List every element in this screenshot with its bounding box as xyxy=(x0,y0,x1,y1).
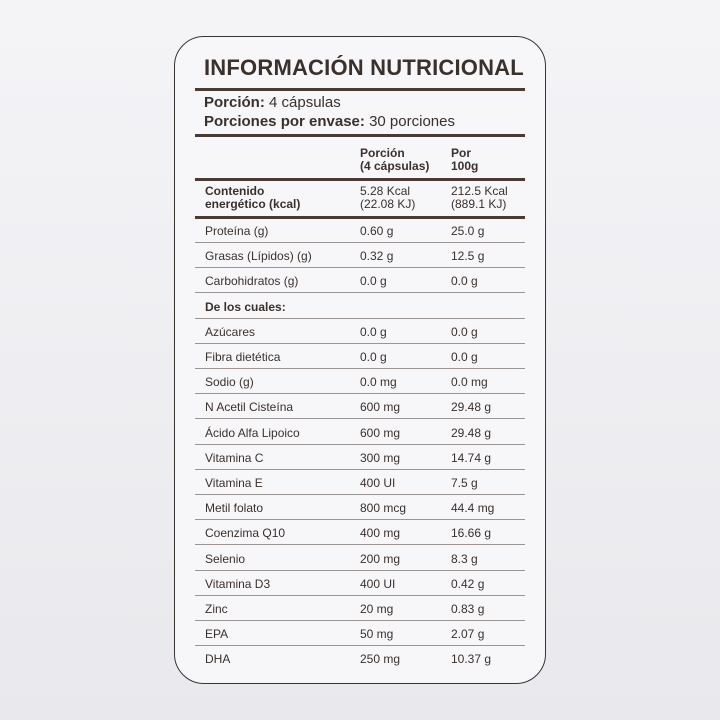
nutrient-name: Selenio xyxy=(205,551,246,566)
nutrient-portion-value: 400 UI xyxy=(360,576,396,591)
table-row xyxy=(195,319,525,344)
nutrient-name: Vitamina E xyxy=(205,476,263,490)
table-row xyxy=(195,243,525,268)
nutrient-portion-value: 250 mg xyxy=(360,652,401,667)
nutrient-per100-value: 10.37 g xyxy=(451,652,492,667)
title-divider xyxy=(195,88,525,91)
servings-per-container xyxy=(204,113,455,130)
column-header-portion xyxy=(360,147,429,173)
nutrition-facts-panel xyxy=(174,36,546,684)
table-row xyxy=(195,495,525,520)
nutrient-name: Proteína (g) xyxy=(205,224,269,238)
table-row xyxy=(195,394,525,419)
nutrient-name: Ácido Alfa Lipoico xyxy=(205,425,300,440)
serving-size-label: Porción: xyxy=(204,94,265,111)
nutrient-name: Sodio (g) xyxy=(205,375,254,390)
energy-row xyxy=(195,183,525,216)
nutrient-name: Carbohidratos (g) xyxy=(205,274,299,289)
table-row xyxy=(195,646,525,671)
energy-label xyxy=(205,185,325,211)
serving-size xyxy=(204,94,341,111)
table-row xyxy=(195,445,525,470)
nutrient-per100-value: 29.48 g xyxy=(451,425,492,440)
table-row xyxy=(195,596,525,621)
nutrient-portion-value: 0.0 mg xyxy=(360,375,397,390)
column-header-portion-line2: (4 cápsulas) xyxy=(360,159,430,173)
energy-label-line1: Contenido xyxy=(205,184,265,198)
nutrient-name: Coenzima Q10 xyxy=(205,526,286,541)
nutrient-per100-value: 14.74 g xyxy=(451,450,492,465)
nutrient-per100-value: 25.0 g xyxy=(451,224,485,238)
nutrient-portion-value: 0.0 g xyxy=(360,350,387,364)
table-row xyxy=(195,294,525,319)
servings-per-container-value: 30 porciones xyxy=(369,113,455,130)
table-row xyxy=(195,470,525,495)
nutrient-per100-value: 0.0 g xyxy=(451,274,478,289)
nutrient-portion-value: 0.0 g xyxy=(360,274,387,289)
nutrient-portion-value: 600 mg xyxy=(360,425,401,440)
nutrient-per100-value: 8.3 g xyxy=(451,551,478,566)
nutrient-portion-value: 0.60 g xyxy=(360,224,394,238)
nutrient-name: N Acetil Cisteína xyxy=(205,400,294,415)
nutrient-per100-value: 44.4 mg xyxy=(451,501,495,516)
nutrient-per100-value: 0.0 g xyxy=(451,324,478,339)
nutrient-per100-value: 0.0 mg xyxy=(451,375,488,390)
table-row xyxy=(195,621,525,646)
nutrient-name: Azúcares xyxy=(205,324,256,339)
nutrient-name: Zinc xyxy=(205,602,228,616)
nutrient-name: Vitamina C xyxy=(205,450,264,465)
nutrient-per100-value: 16.66 g xyxy=(451,526,492,541)
nutrient-name: Grasas (Lípidos) (g) xyxy=(205,249,312,264)
panel-title: INFORMACIÓN NUTRICIONAL xyxy=(204,55,524,80)
nutrient-name: EPA xyxy=(205,627,229,642)
nutrient-portion-value: 300 mg xyxy=(360,450,401,465)
nutrient-per100-value: 7.5 g xyxy=(451,476,478,490)
header-divider xyxy=(195,178,525,181)
energy-portion-kcal: 5.28 Kcal xyxy=(360,184,411,198)
energy-per100-kcal: 212.5 Kcal xyxy=(451,184,508,198)
nutrient-per100-value: 0.0 g xyxy=(451,350,478,364)
table-row xyxy=(195,420,525,445)
nutrient-name: De los cuales: xyxy=(205,299,286,314)
nutrient-name: Metil folato xyxy=(205,501,264,516)
table-row xyxy=(195,268,525,293)
energy-per100 xyxy=(451,185,508,211)
energy-label-line2: energético (kcal) xyxy=(205,197,301,211)
nutrient-portion-value: 600 mg xyxy=(360,400,401,415)
table-row xyxy=(195,546,525,571)
nutrient-per100-value: 0.83 g xyxy=(451,602,485,616)
nutrient-per100-value: 12.5 g xyxy=(451,249,485,264)
table-row xyxy=(195,571,525,596)
nutrient-portion-value: 800 mcg xyxy=(360,501,407,516)
column-header-per100 xyxy=(451,147,478,173)
column-header-per100-line1: Por xyxy=(451,146,472,160)
nutrient-per100-value: 29.48 g xyxy=(451,400,492,415)
table-row xyxy=(195,344,525,369)
energy-portion-kj: (22.08 KJ) xyxy=(360,197,416,211)
energy-portion xyxy=(360,185,415,211)
servings-per-container-label: Porciones por envase: xyxy=(204,113,365,130)
nutrient-portion-value: 200 mg xyxy=(360,551,401,566)
nutrient-name: Fibra dietética xyxy=(205,350,281,364)
nutrient-per100-value: 0.42 g xyxy=(451,576,485,591)
nutrient-portion-value: 0.0 g xyxy=(360,324,387,339)
table-row xyxy=(195,520,525,545)
energy-per100-kj: (889.1 KJ) xyxy=(451,197,507,211)
nutrient-portion-value: 50 mg xyxy=(360,627,394,642)
table-row xyxy=(195,218,525,243)
nutrient-portion-value: 20 mg xyxy=(360,602,394,616)
nutrient-portion-value: 400 mg xyxy=(360,526,401,541)
nutrient-name: DHA xyxy=(205,652,231,667)
serving-size-value: 4 cápsulas xyxy=(269,94,341,111)
column-header-portion-line1: Porción xyxy=(360,146,405,160)
nutrient-portion-value: 400 UI xyxy=(360,476,396,490)
table-row xyxy=(195,369,525,394)
column-header-per100-line2: 100g xyxy=(451,159,479,173)
nutrient-name: Vitamina D3 xyxy=(205,576,271,591)
nutrient-portion-value: 0.32 g xyxy=(360,249,394,264)
nutrient-per100-value: 2.07 g xyxy=(451,627,485,642)
serving-divider xyxy=(195,134,525,137)
